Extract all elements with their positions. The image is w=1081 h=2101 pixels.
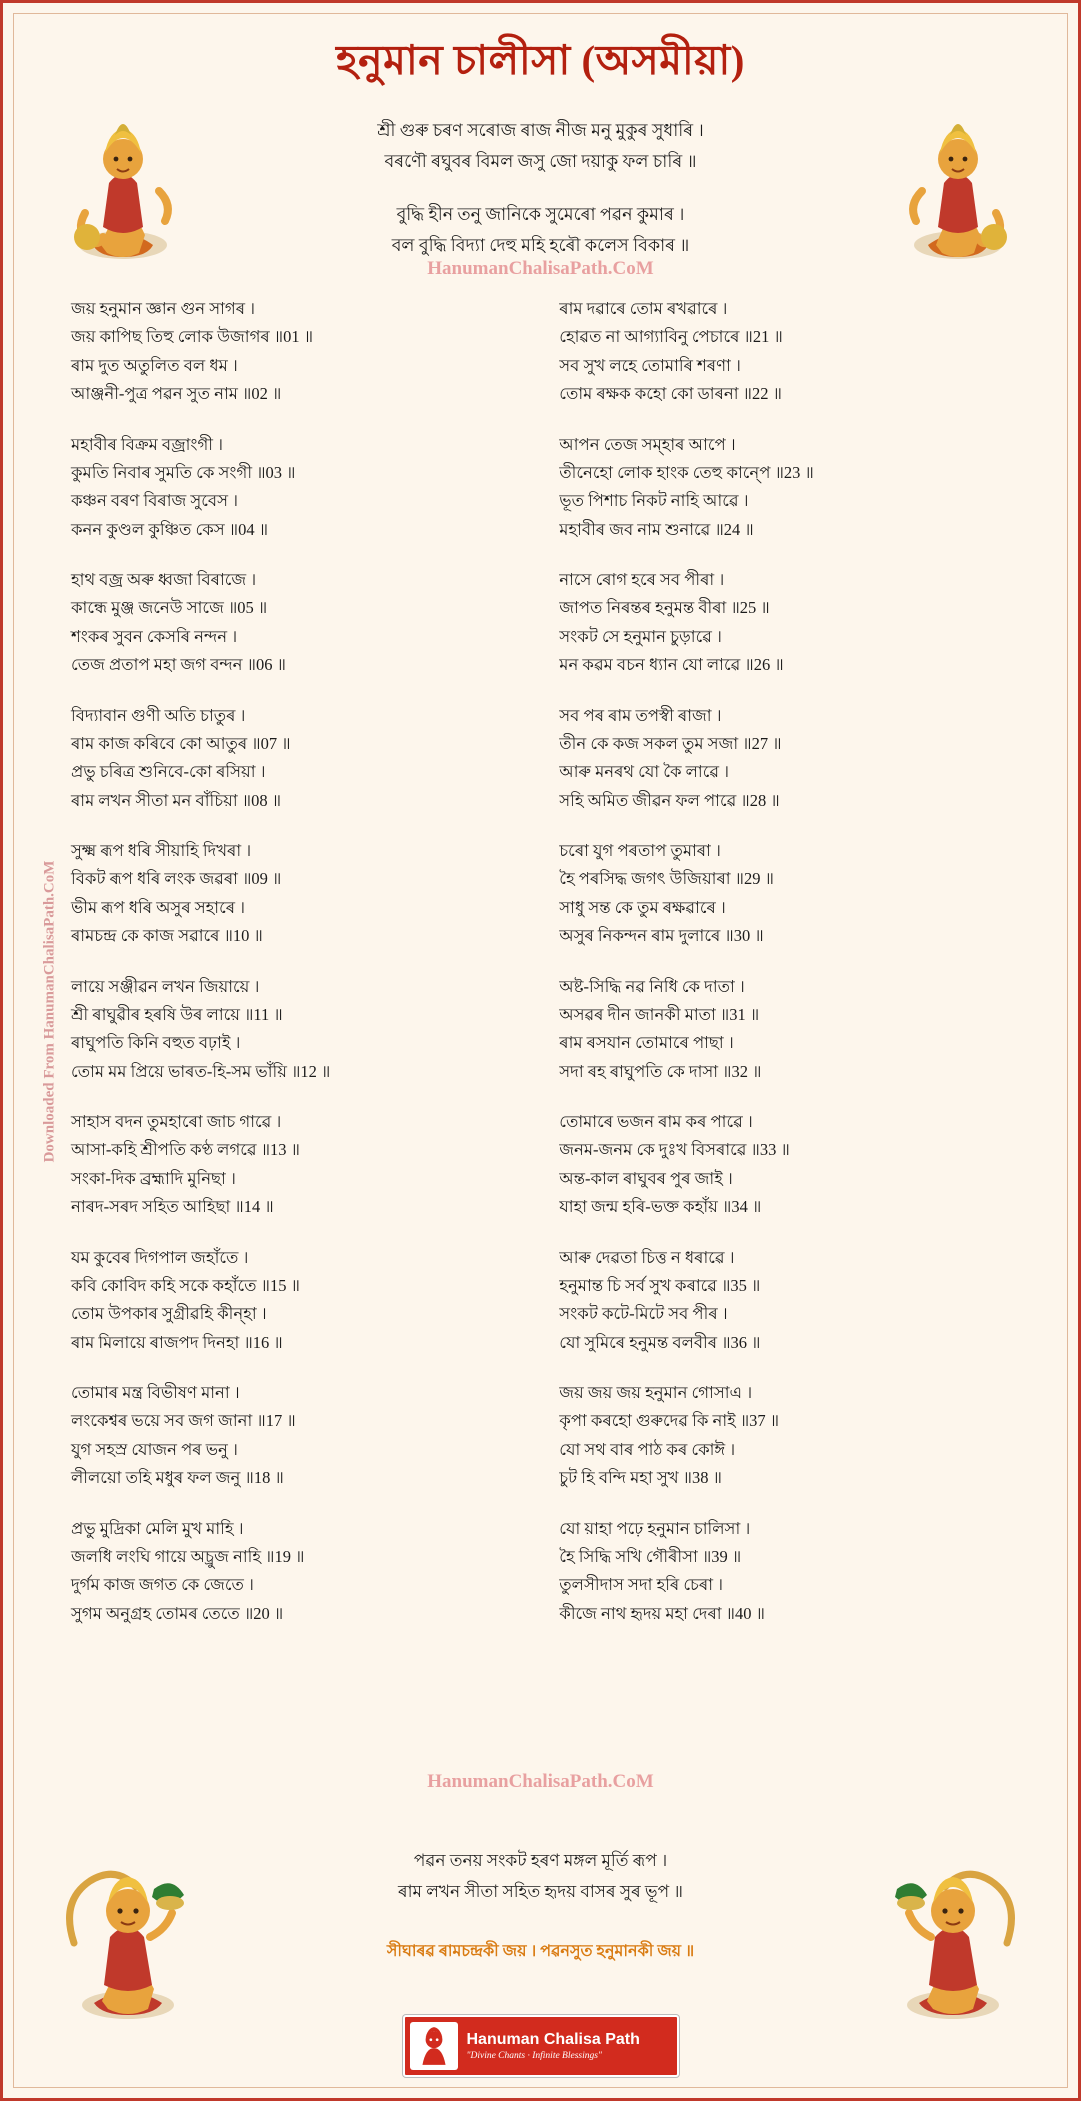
verse-line: অন্ত-কাল ৰাঘুবৰ পুৰ জাই । bbox=[559, 1168, 733, 1188]
verse-line: তোমাৰে ভজন ৰাম কৰ পাৱে । bbox=[559, 1112, 753, 1131]
verse-stanza bbox=[71, 1108, 522, 1222]
hanuman-logo-icon bbox=[410, 2022, 458, 2070]
verse-line: তীন কে কজ সকল তুম সজা ॥27 ॥ bbox=[559, 733, 782, 753]
verse-line: যম কুবেৰ দিগপাল জহাঁতে । bbox=[71, 1247, 249, 1267]
verse-line: সংকট কটে-মিটে সব পীৰ । bbox=[559, 1304, 728, 1324]
hanuman-illustration-bottom-left bbox=[58, 1833, 193, 2023]
verse-line: সংকট সে হনুমান চুড়াৱে । bbox=[559, 626, 722, 646]
verse-stanza bbox=[71, 1515, 522, 1629]
verse-line: ৰামচন্দ্ৰ কে কাজ সৱাৰে ॥10 ॥ bbox=[71, 926, 263, 946]
verse-line: শংকৰ সুবন কেসৰি নন্দন । bbox=[71, 626, 238, 646]
verse-line: প্ৰভু মুদ্ৰিকা মেলি মুখ মাহি । bbox=[71, 1518, 244, 1538]
verse-line: আৰু মনৰথ যো কৈ লাৱে । bbox=[559, 762, 730, 782]
verse-stanza bbox=[71, 837, 522, 951]
verse-stanza bbox=[71, 702, 522, 816]
logo-title: Hanuman Chalisa Path bbox=[466, 2030, 640, 2048]
verse-line: অষ্ট-সিদ্ধি নৱ নিধি কে দাতা । bbox=[559, 976, 745, 996]
verse-line: মহাবীৰ জব নাম শুনাৱে ॥24 ॥ bbox=[559, 519, 754, 539]
doha-line: বল বুদ্ধি বিদ্যা দেহু মহি হৰৌ কলেস বিকাৰ ॥ bbox=[391, 234, 690, 255]
verse-stanza bbox=[559, 1379, 1010, 1493]
doha-line: পৱন তনয় সংকট হৰণ মঙ্গল মূৰ্তি ৰূপ । bbox=[413, 1851, 668, 1870]
verse-stanza bbox=[559, 1515, 1010, 1629]
verses-column-right bbox=[559, 295, 1010, 1650]
verse-stanza bbox=[71, 566, 522, 680]
verse-line: সদা ৰহ ৰাঘুপতি কে দাসা ॥32 ॥ bbox=[559, 1061, 762, 1081]
verse-stanza bbox=[71, 1379, 522, 1493]
verse-line: জাপত নিৰন্তৰ হনুমন্ত বীৰা ॥25 ॥ bbox=[559, 598, 770, 618]
verse-line: চৰো যুগ পৰতাপ তুমাৰা । bbox=[559, 841, 721, 860]
doha-top-second bbox=[218, 199, 863, 260]
verse-line: জনম-জনম কে দুঃখ বিসৰাৱে ॥33 ॥ bbox=[559, 1140, 790, 1160]
verse-line: কীজে নাথ হৃদয় মহা দেৰা ॥40 ॥ bbox=[559, 1603, 765, 1623]
verse-stanza bbox=[559, 431, 1010, 545]
verse-stanza bbox=[559, 837, 1010, 951]
verse-line: লায়ে সঞ্জীৱন লখন জিয়ায়ে । bbox=[71, 976, 260, 996]
verse-line: দুৰ্গম কাজ জগত কে জেতে । bbox=[71, 1575, 254, 1595]
verse-stanza bbox=[71, 1244, 522, 1358]
hanuman-illustration-top-left bbox=[63, 95, 183, 265]
verse-line: সুগম অনুগ্ৰহ তোমৰ তেতে ॥20 ॥ bbox=[71, 1603, 284, 1623]
verse-line: জয় জয় জয় হনুমান গোসাএ । bbox=[559, 1383, 753, 1402]
verse-line: ৰাম মিলায়ে ৰাজপদ দিনহা ॥16 ॥ bbox=[71, 1332, 283, 1352]
verse-line: তোমাৰ মন্ত্ৰ বিভীষণ মানা । bbox=[71, 1383, 240, 1402]
hanuman-illustration-top-right bbox=[898, 95, 1018, 265]
verse-line: ৰাম ৰসযান তোমাৰে পাছা । bbox=[559, 1033, 734, 1053]
verse-line: যাহা জন্ম হৰি-ভক্ত কহাঁয় ॥34 ॥ bbox=[559, 1197, 762, 1217]
verse-line: লংকেশ্বৰ ভয়ে সব জগ জানা ॥17 ॥ bbox=[71, 1411, 296, 1431]
site-logo[interactable] bbox=[403, 2015, 679, 2077]
verse-line: যো য়াহা পঢ়ে হনুমান চালিসা । bbox=[559, 1518, 751, 1538]
verse-line: ৰাম দুত অতুলিত বল ধম । bbox=[71, 355, 238, 375]
verse-line: তোম মম প্ৰিয়ে ভাৰত-হি-সম ভাঁয়ি ॥12 ॥ bbox=[71, 1061, 331, 1081]
verse-line: ৰাম লখন সীতা মন বাঁচিয়া ॥08 ॥ bbox=[71, 790, 282, 810]
jai-line: সীঘাৰৱ ৰামচন্দ্ৰকী জয় । পৱনসুত হনুমানকী জয় ॥ bbox=[386, 1943, 695, 1960]
verse-line: কনন কুণ্ডল কুঞ্চিত কেস ॥04 ॥ bbox=[71, 519, 269, 539]
doha-line: বৰণৌ ৰঘুবৰ বিমল জসু জো দয়াকু ফল চাৰি ॥ bbox=[384, 150, 697, 171]
verse-line: মহাবীৰ বিক্ৰম বজ্ৰাংগী । bbox=[71, 434, 224, 454]
verse-line: হনুমান্ত চি সৰ্ব সুখ কৰাৱে ॥35 ॥ bbox=[559, 1275, 761, 1295]
verse-line: আঞ্জনী-পুত্ৰ পৱন সুত নাম ॥02 ॥ bbox=[71, 384, 282, 404]
verse-line: চুট হি বন্দি মহা সুখ ॥38 ॥ bbox=[559, 1468, 722, 1488]
verse-line: ভূত পিশাচ নিকট নাহি আৱে । bbox=[559, 491, 749, 511]
doha-top-first bbox=[218, 115, 863, 176]
verse-line: যো সুমিৰে হনুমন্ত বলবীৰ ॥36 ॥ bbox=[559, 1332, 761, 1352]
verse-line: নাৰদ-সৰদ সহিত আহিছা ॥14 ॥ bbox=[71, 1197, 274, 1217]
verse-line: ৰাঘুপতি কিনি বহুত বঢ়াই । bbox=[71, 1033, 241, 1053]
verse-line: কৃপা কৰহো গুৰুদেৱ কি নাই ॥37 ॥ bbox=[559, 1411, 780, 1431]
doha-line: শ্ৰী গুৰু চৰণ সৰোজ ৰাজ নীজ মনু মুকুৰ সুধাৰি । bbox=[377, 120, 704, 140]
verse-line: ৰাম কাজ কৰিবে কো আতুৰ ॥07 ॥ bbox=[71, 733, 291, 753]
logo-tagline: "Divine Chants · Infinite Blessings" bbox=[466, 2051, 602, 2062]
verse-line: হোৱত না আগ্যাবিনু পেচাৰে ॥21 ॥ bbox=[559, 327, 783, 347]
verse-line: জয় কাপিছ তিহু লোক উজাগৰ ॥01 ॥ bbox=[71, 327, 314, 347]
verse-line: তোম উপকাৰ সুগ্ৰীৱহি কীন্হা । bbox=[71, 1304, 267, 1324]
verse-line: সংকা-দিক ব্ৰহ্মাদি মুনিছা । bbox=[71, 1168, 236, 1188]
verse-stanza bbox=[559, 1244, 1010, 1358]
verse-line: তীনেহো লোক হাংক তেহু কান্পে ॥23 ॥ bbox=[559, 462, 814, 482]
verse-line: অসুৰ নিকন্দন ৰাম দুলাৰে ॥30 ॥ bbox=[559, 926, 764, 946]
verse-stanza bbox=[559, 1108, 1010, 1222]
verse-line: লীলয়ো তহি মধুৰ ফল জনু ॥18 ॥ bbox=[71, 1468, 284, 1488]
verse-line: যো সথ বাৰ পাঠ কৰ কোঈ । bbox=[559, 1439, 736, 1459]
verse-line: তুলসীদাস সদা হৰি চেৰা । bbox=[559, 1575, 724, 1595]
verse-line: কুমতি নিবাৰ সুমতি কে সংগী ॥03 ॥ bbox=[71, 462, 296, 482]
verse-stanza bbox=[71, 295, 522, 409]
page-title: হনুমান চালীসা (অসমীয়া) bbox=[336, 37, 745, 83]
verse-line: আসা-কহি শ্ৰীপতি কণ্ঠ লগৱে ॥13 ॥ bbox=[71, 1140, 300, 1160]
verse-line: সুক্ষ্ম ৰূপ ধৰি সীয়াহি দিখৰা । bbox=[71, 841, 252, 860]
verse-line: হাথ বজ্ৰ অৰু ধ্বজা বিৰাজে । bbox=[71, 570, 257, 589]
verse-line: ভীম ৰূপ ধৰি অসুৰ সহাৰে । bbox=[71, 897, 246, 917]
verse-line: নাসে ৰোগ হৰে সব পীৰা । bbox=[559, 570, 725, 589]
verse-line: বিদ্যাবান গুণী অতি চাতুৰ । bbox=[71, 705, 246, 725]
verse-line: প্ৰভু চৰিত্ৰ শুনিবে-কো ৰসিয়া । bbox=[71, 762, 266, 782]
verse-line: হৈ পৰসিদ্ধ জগৎ উজিয়াৰা ॥29 ॥ bbox=[559, 869, 774, 889]
verse-line: শ্ৰী ৰাঘুৱীৰ হৰষি উৰ লায়ে ॥11 ॥ bbox=[71, 1004, 283, 1024]
verse-line: জয় হনুমান জ্ঞান গুন সাগৰ । bbox=[71, 299, 256, 318]
hanuman-illustration-bottom-right bbox=[888, 1833, 1023, 2023]
verse-line: জলধি লংঘি গায়ে অচ্ৰুজ নাহি ॥19 ॥ bbox=[71, 1546, 305, 1566]
verse-line: মন কৱম বচন ধ্যান যো লাৱে ॥26 ॥ bbox=[559, 655, 784, 675]
verse-stanza bbox=[71, 973, 522, 1087]
verse-line: সব সুখ লহে তোমাৰি শৰণা । bbox=[559, 355, 741, 375]
verses-container bbox=[61, 295, 1020, 1745]
doha-line: ৰাম লখন সীতা সহিত হৃদয় বাসৰ সুৰ ভূপ ॥ bbox=[398, 1881, 683, 1901]
verses-column-left bbox=[71, 295, 522, 1650]
verse-stanza bbox=[71, 431, 522, 545]
verse-line: অসৱৰ দীন জানকী মাতা ॥31 ॥ bbox=[559, 1004, 760, 1024]
verse-line: তোম ৰক্ষক কহো কো ডাৰনা ॥22 ॥ bbox=[559, 384, 782, 404]
verse-stanza bbox=[559, 566, 1010, 680]
verse-line: আপন তেজ সম্হাৰ আপে । bbox=[559, 434, 736, 454]
doha-line: বুদ্ধি হীন তনু জানিকে সুমেৰো পৱন কুমাৰ । bbox=[396, 204, 685, 224]
verse-line: হৈ সিদ্ধি সখি গৌৰীসা ॥39 ॥ bbox=[559, 1546, 742, 1566]
verse-line: কঞ্চন বৰণ বিৰাজ সুবেস । bbox=[71, 491, 239, 511]
verse-line: বিকট ৰূপ ধৰি লংক জৱৰা ॥09 ॥ bbox=[71, 869, 282, 889]
verse-line: সাহাস বদন তুমহাৰো জাচ গাৱে । bbox=[71, 1112, 282, 1131]
watermark-bottom: HanumanChalisaPath.CoM bbox=[427, 1771, 654, 1792]
doha-bottom bbox=[233, 1846, 848, 1907]
logo-text-block bbox=[467, 2031, 640, 2061]
verse-stanza bbox=[559, 973, 1010, 1087]
watermark-side: Downloaded From HanumanChalisaPath.CoM bbox=[41, 860, 58, 1163]
verse-line: সহি অমিত জীৱন ফল পাৱে ॥28 ॥ bbox=[559, 790, 780, 810]
verse-line: তেজ প্ৰতাপ মহা জগ বন্দন ॥06 ॥ bbox=[71, 655, 286, 675]
verse-line: কান্ধে মুঞ্জ জনেউ সাজে ॥05 ॥ bbox=[71, 598, 268, 618]
verse-line: ৰাম দৱাৰে তোম ৰখৱাৰে । bbox=[559, 299, 728, 318]
verse-line: কবি কোবিদ কহি সকে কহাঁতে ॥15 ॥ bbox=[71, 1275, 300, 1295]
verse-stanza bbox=[559, 295, 1010, 409]
watermark-top: HanumanChalisaPath.CoM bbox=[427, 258, 654, 279]
verse-stanza bbox=[559, 702, 1010, 816]
verse-line: সাধু সন্ত কে তুম ৰক্ষৱাৰে । bbox=[559, 897, 726, 917]
verse-line: আৰু দেৱতা চিত্ত ন ধৰাৱে । bbox=[559, 1247, 735, 1267]
verse-line: যুগ সহস্ৰ যোজন পৰ ভনু । bbox=[71, 1439, 238, 1459]
verse-line: সব পৰ ৰাম তপস্বী ৰাজা । bbox=[559, 705, 722, 725]
